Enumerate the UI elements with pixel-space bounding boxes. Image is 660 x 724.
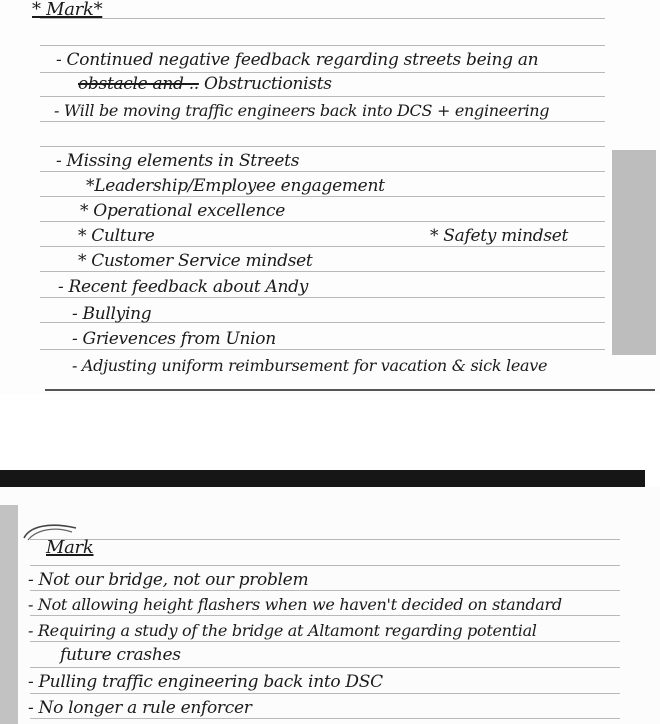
note-line: - Missing elements in Streets [56,151,300,171]
ruled-line [30,667,620,668]
note-line: - Grievences from Union [72,329,276,349]
ruled-line [30,718,620,719]
ruled-line [40,121,605,122]
ruled-line [40,196,605,197]
note-text: Obstructionists [198,74,332,94]
note-line: - Bullying [72,304,152,324]
ruled-line [40,18,605,19]
note-line: - Will be moving traffic engineers back into DCS + engineering [54,101,550,120]
ruled-line [40,349,605,350]
note-line: - Recent feedback about Andy [58,277,309,297]
ruled-line [40,72,605,73]
ruled-line [30,641,620,642]
note-line: - No longer a rule enforcer [28,698,252,718]
note-line: - Not allowing height flashers when we haven't decided on standard [28,595,562,614]
ruled-line [40,271,605,272]
ruled-line [40,221,605,222]
note-bullet: * Culture [78,226,155,246]
ruled-line [40,297,605,298]
ruled-line [40,171,605,172]
note-bullet: * Safety mindset [430,226,569,246]
note-bullet: * Operational excellence [80,201,285,221]
note-line [78,74,332,94]
ruled-line-bottom [45,389,655,391]
note-line: - Continued negative feedback regarding streets being an [56,50,539,70]
note-bullet: *Leadership/Employee engagement [86,176,385,196]
ruled-line [30,693,620,694]
note-line: - Requiring a study of the bridge at Altamont regarding potential [28,621,537,640]
note-bullet: * Customer Service mindset [78,251,313,271]
ruled-line [40,96,605,97]
ruled-line [40,146,605,147]
page-edge-shadow [612,150,656,355]
ruled-line [40,45,605,46]
note-heading: * Mark* [32,0,103,20]
page-edge-shadow [0,505,18,724]
note-line: - Pulling traffic engineering back into DSC [28,672,383,692]
struck-text: obstacle and .. [78,74,199,94]
ruled-line [30,615,620,616]
note-line: - Not our bridge, not our problem [28,570,309,590]
ruled-line [30,565,620,566]
ruled-line [30,539,620,540]
note-line: future crashes [60,645,181,665]
ruled-line [30,590,620,591]
page-divider [0,470,645,487]
note-line: - Adjusting uniform reimbursement for vacation & sick leave [72,356,548,375]
ruled-line [40,246,605,247]
note-heading: Mark [46,537,94,558]
